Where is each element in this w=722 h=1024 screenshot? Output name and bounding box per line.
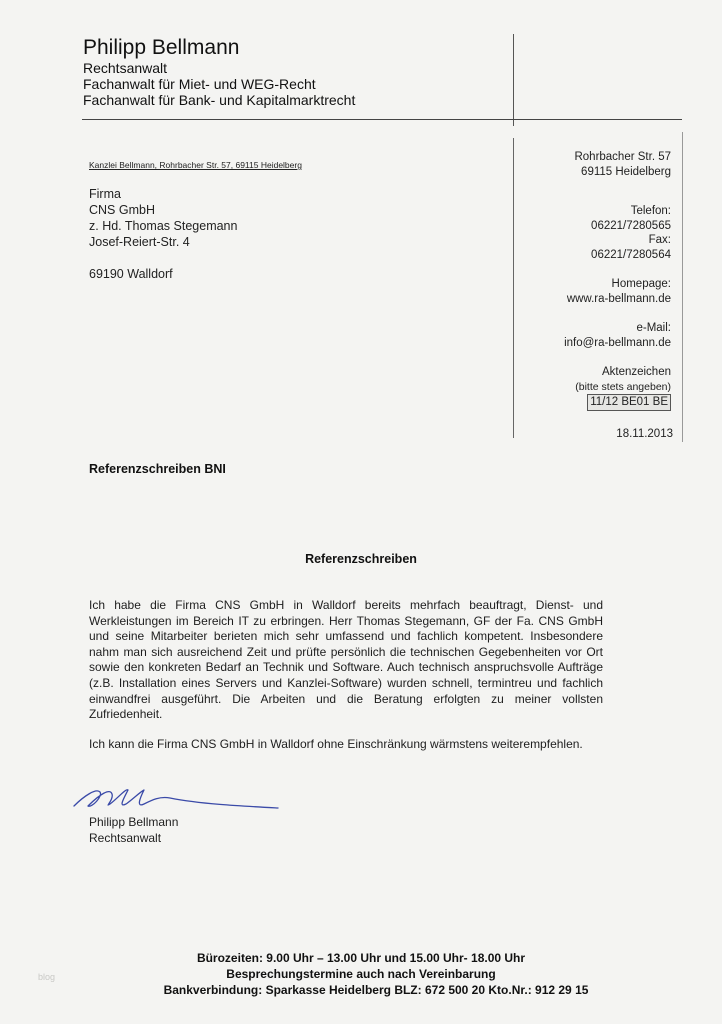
- recipient-city: 69190 Walldorf: [89, 267, 173, 281]
- letterhead-specialty-2: Fachanwalt für Bank- und Kapitalmarktrecht: [83, 92, 356, 108]
- reference-number: 11/12 BE01 BE: [587, 394, 671, 411]
- sender-street: Rohrbacher Str. 57: [574, 151, 671, 163]
- letterhead-divider-vertical: [513, 34, 514, 126]
- letterhead-divider: [82, 119, 682, 120]
- page-edge-line: [682, 132, 683, 442]
- recipient-street: Josef-Reiert-Str. 4: [89, 235, 190, 249]
- body-paragraph: Ich kann die Firma CNS GmbH in Walldorf ohne Einschränkung wärmstens weiterempfehlen.: [89, 737, 583, 751]
- email-label: e-Mail:: [636, 322, 671, 334]
- letter-footer: [0, 950, 722, 998]
- footer-office-hours: Bürozeiten: 9.00 Uhr – 13.00 Uhr und 15.00 Uhr- 18.00 Uhr: [196, 951, 526, 965]
- letterhead-title: Rechtsanwalt: [83, 60, 168, 76]
- recipient-company: CNS GmbH: [89, 203, 155, 217]
- letterhead-name: Philipp Bellmann: [83, 36, 240, 59]
- closing-title: Rechtsanwalt: [89, 831, 162, 845]
- body-paragraph: Ich habe die Firma CNS GmbH in Walldorf bereits mehrfach beauftragt, Dienst- und Werkleistungen im Bereich IT zu erbringen. Herr Thomas Stegemann, GF der Fa. CNS GmbH und seine Mitarbeiter berieten mich sehr umfassend und fachlich kompetent. Insbesondere nahm man sich ausreichend Zeit und prüfte persönlich die technischen Gegebenheiten vor Ort sowie den konkreten Bedarf an Technik und Software. Auch technisch anspruchsvolle Aufträge (z.B. Installation eines Servers und Kanzlei-Software) wurden schnell, termintreu und fachlich einwandfrei ausgeführt. Die Arbeiten und die Beratung erfolgten zu meiner vollsten Zufriedenheit.: [89, 598, 603, 722]
- phone-number: 06221/7280565: [591, 219, 671, 232]
- letterhead-specialty-1: Fachanwalt für Miet- und WEG-Recht: [83, 76, 316, 92]
- footer-appointments: Besprechungstermine auch nach Vereinbarung: [226, 967, 496, 981]
- email-address: info@ra-bellmann.de: [564, 336, 671, 349]
- recipient-address: [89, 186, 237, 282]
- closing-name: Philipp Bellmann: [89, 815, 179, 829]
- watermark: blog: [38, 972, 56, 982]
- letter-subject: Referenzschreiben BNI: [89, 462, 226, 476]
- recipient-company-type: Firma: [89, 187, 121, 201]
- info-column-divider: [513, 138, 514, 438]
- letter-heading: Referenzschreiben: [305, 552, 417, 566]
- reference-note: (bitte stets angeben): [575, 380, 671, 393]
- letter-date: 18.11.2013: [616, 428, 673, 440]
- closing-block: [89, 814, 178, 846]
- homepage-label: Homepage:: [611, 278, 671, 290]
- return-address: Kanzlei Bellmann, Rohrbacher Str. 57, 69115 Heidelberg: [89, 160, 302, 170]
- phone-label: Telefon:: [630, 205, 671, 217]
- sender-city: 69115 Heidelberg: [581, 165, 671, 178]
- footer-bank-details: Bankverbindung: Sparkasse Heidelberg BLZ: 672 500 20 Kto.Nr.: 912 29 15: [163, 983, 589, 997]
- fax-number: 06221/7280564: [591, 248, 671, 261]
- recipient-attention: z. Hd. Thomas Stegemann: [89, 219, 238, 233]
- fax-label: Fax:: [648, 234, 671, 246]
- homepage-url: www.ra-bellmann.de: [566, 292, 671, 305]
- reference-label: Aktenzeichen: [601, 366, 671, 378]
- sender-info: [564, 150, 671, 411]
